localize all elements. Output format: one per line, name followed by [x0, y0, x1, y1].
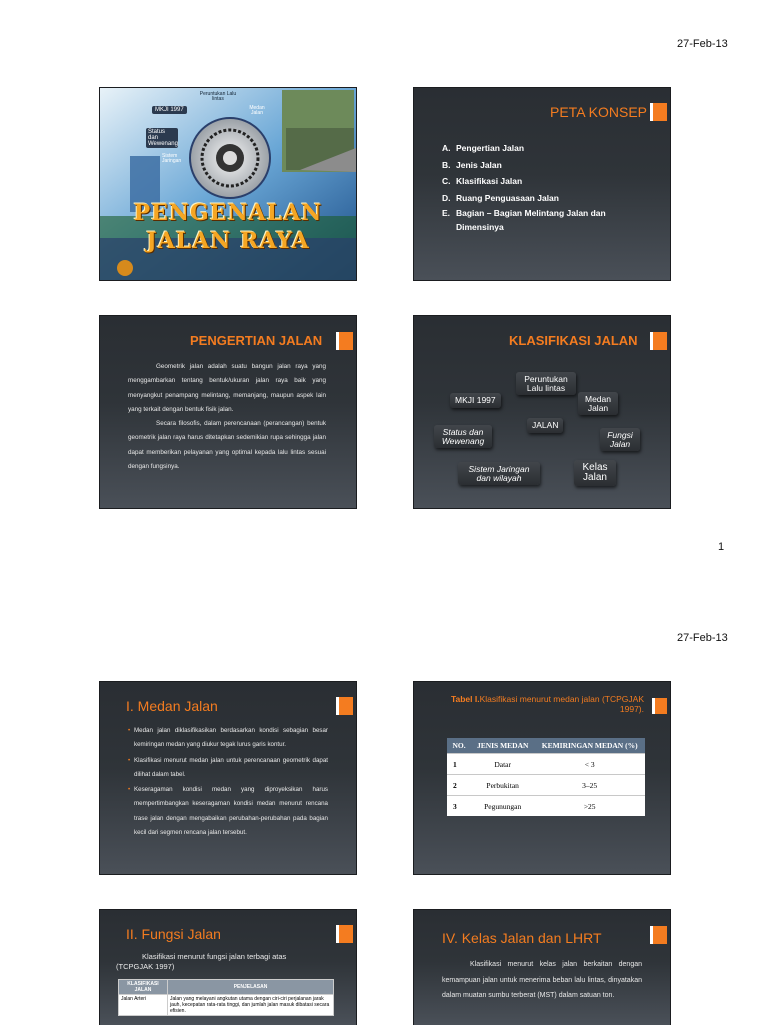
list-item: C. Klasifikasi Jalan — [442, 176, 523, 186]
node-status: Status dan Wewenang — [434, 425, 492, 448]
table-row: 3 Pegunungan >25 — [447, 796, 645, 817]
list-item: A. Pengertian Jalan — [442, 143, 525, 153]
table-row: Jalan Arteri Jalan yang melayani angkutan utama dengan ciri-ciri perjalanan jarak jauh, kecepatan rata-rata tinggi, dan jumlah jalan masuk dibatasi secara efisien. — [119, 995, 334, 1016]
medan-bullets — [128, 724, 328, 841]
title-accent-bar — [336, 697, 353, 715]
node-medan: Medan Jalan — [578, 392, 618, 415]
slide-fungsi-jalan — [99, 909, 357, 1025]
table-header: PENJELASAN — [168, 980, 334, 995]
node-sistem: Sistem Jaringan dan wilayah — [458, 462, 540, 485]
table-row: 2 Perbukitan 3–25 — [447, 775, 645, 796]
cover-label-sistem: Sistem Jaringan — [162, 153, 182, 164]
fungsi-intro: Klasifikasi menurut fungsi jalan terbagi atas (TCPGJAK 1997) — [116, 952, 287, 971]
slide-medan-jalan — [99, 681, 357, 875]
pengertian-body — [128, 360, 326, 474]
table-header: NO. — [447, 738, 471, 754]
tabel-medan-title — [444, 694, 644, 714]
tabel-medan-title-rest: Klasifikasi menurut medan jalan (TCPGJAK 1997). — [479, 694, 644, 714]
table-header: KEMIRINGAN MEDAN (%) — [534, 738, 645, 754]
klasifikasi-title: KLASIFIKASI JALAN — [509, 333, 638, 348]
node-peruntukan: Peruntukan Lalu lintas — [516, 372, 576, 395]
title-accent-bar — [650, 103, 667, 121]
slide-tabel-medan — [413, 681, 671, 875]
page-date-bottom: 27-Feb-13 — [677, 632, 728, 644]
title-accent-bar — [650, 926, 667, 944]
slide-cover — [99, 87, 357, 281]
fungsi-table — [118, 979, 334, 1016]
peta-konsep-title: PETA KONSEP — [550, 104, 647, 120]
fungsi-title: II. Fungsi Jalan — [126, 926, 221, 942]
cover-label-mkji: MKJI 1997 — [152, 106, 187, 114]
concept-list — [442, 140, 616, 234]
list-item: D. Ruang Penguasaan Jalan — [442, 192, 559, 203]
title-accent-bar — [336, 925, 353, 943]
list-item: B. Jenis Jalan — [442, 159, 502, 170]
title-accent-bar — [336, 332, 353, 350]
node-jalan: JALAN — [527, 418, 563, 433]
cover-title-line1: PENGENALAN — [133, 200, 323, 226]
cover-label-medan: Medan Jalan — [249, 105, 265, 116]
pengertian-para1: Geometrik jalan adalah suatu bangun jalan raya yang menggambarkan tentang bentuk/ukuran jalan raya baik yang menyangkut penampang melintang, memanjang, maupun aspek lain yang terkait dengan bentuk fisik jalan. — [128, 363, 326, 413]
title-accent-bar — [652, 698, 667, 714]
slide-kelas-jalan — [413, 909, 671, 1025]
slide-klasifikasi-jalan — [413, 315, 671, 509]
table-header: JENIS MEDAN — [471, 738, 534, 754]
table-header-row — [119, 980, 334, 995]
list-item: • Klasifikasi menurut medan jalan untuk perencanaan geometrik dapat dilihat dalam tabel. — [128, 754, 328, 783]
kelas-body: Klasifikasi menurut kelas jalan berkaitan dengan kemampuan jalan untuk menerima beban lalu lintas, dinyatakan dalam muatan sumbu terberat (MST) dalam satuan ton. — [442, 961, 642, 999]
slide-pengertian-jalan — [99, 315, 357, 509]
table-header: KLASIFIKASI JALAN — [119, 980, 168, 995]
slide-peta-konsep — [413, 87, 671, 281]
tabel-medan-title-bold: Tabel I. — [450, 694, 480, 704]
pengertian-title: PENGERTIAN JALAN — [190, 333, 323, 348]
medan-table — [447, 738, 645, 816]
list-item: E. Bagian – Bagian Melintang Jalan dan Dimensinya — [442, 208, 606, 232]
medan-title: I. Medan Jalan — [126, 698, 218, 714]
cover-title-line2: JALAN RAYA — [146, 228, 310, 254]
table-row: 1 Datar < 3 — [447, 754, 645, 775]
page-date-top: 27-Feb-13 — [677, 38, 728, 50]
node-kelas: Kelas Jalan — [574, 460, 616, 486]
page-number: 1 — [718, 541, 725, 553]
node-fungsi: Fungsi Jalan — [600, 428, 640, 451]
cover-label-status: Status dan Wewenang — [148, 129, 178, 147]
cover-label-peruntukan: Peruntukan Lalu lintas — [199, 91, 237, 102]
node-mkji: MKJI 1997 — [450, 393, 501, 408]
kelas-title: IV. Kelas Jalan dan LHRT — [442, 930, 602, 946]
list-item: • Keseragaman kondisi medan yang diproyeksikan harus mempertimbangkan keseragaman kondisi medan menurut rencana trase jalan dengan mengabaikan perubahan-perubahan pada bagian kecil dari segmen rencana jalan tersebut. — [128, 783, 328, 840]
title-accent-bar — [650, 332, 667, 350]
pengertian-para2: Secara filosofis, dalam perencanaan (perancangan) bentuk geometrik jalan raya harus ditetapkan sedemikian rupa sehingga jalan dapat memberikan pelayanan yang optimal kepada lalu lintas sesuai dengan fungsinya. — [128, 420, 326, 471]
list-item: • Medan jalan diklasifikasikan berdasarkan kondisi sebagian besar kemiringan medan yang diukur tegak lurus garis kontur. — [128, 724, 328, 753]
table-header-row — [447, 738, 645, 754]
